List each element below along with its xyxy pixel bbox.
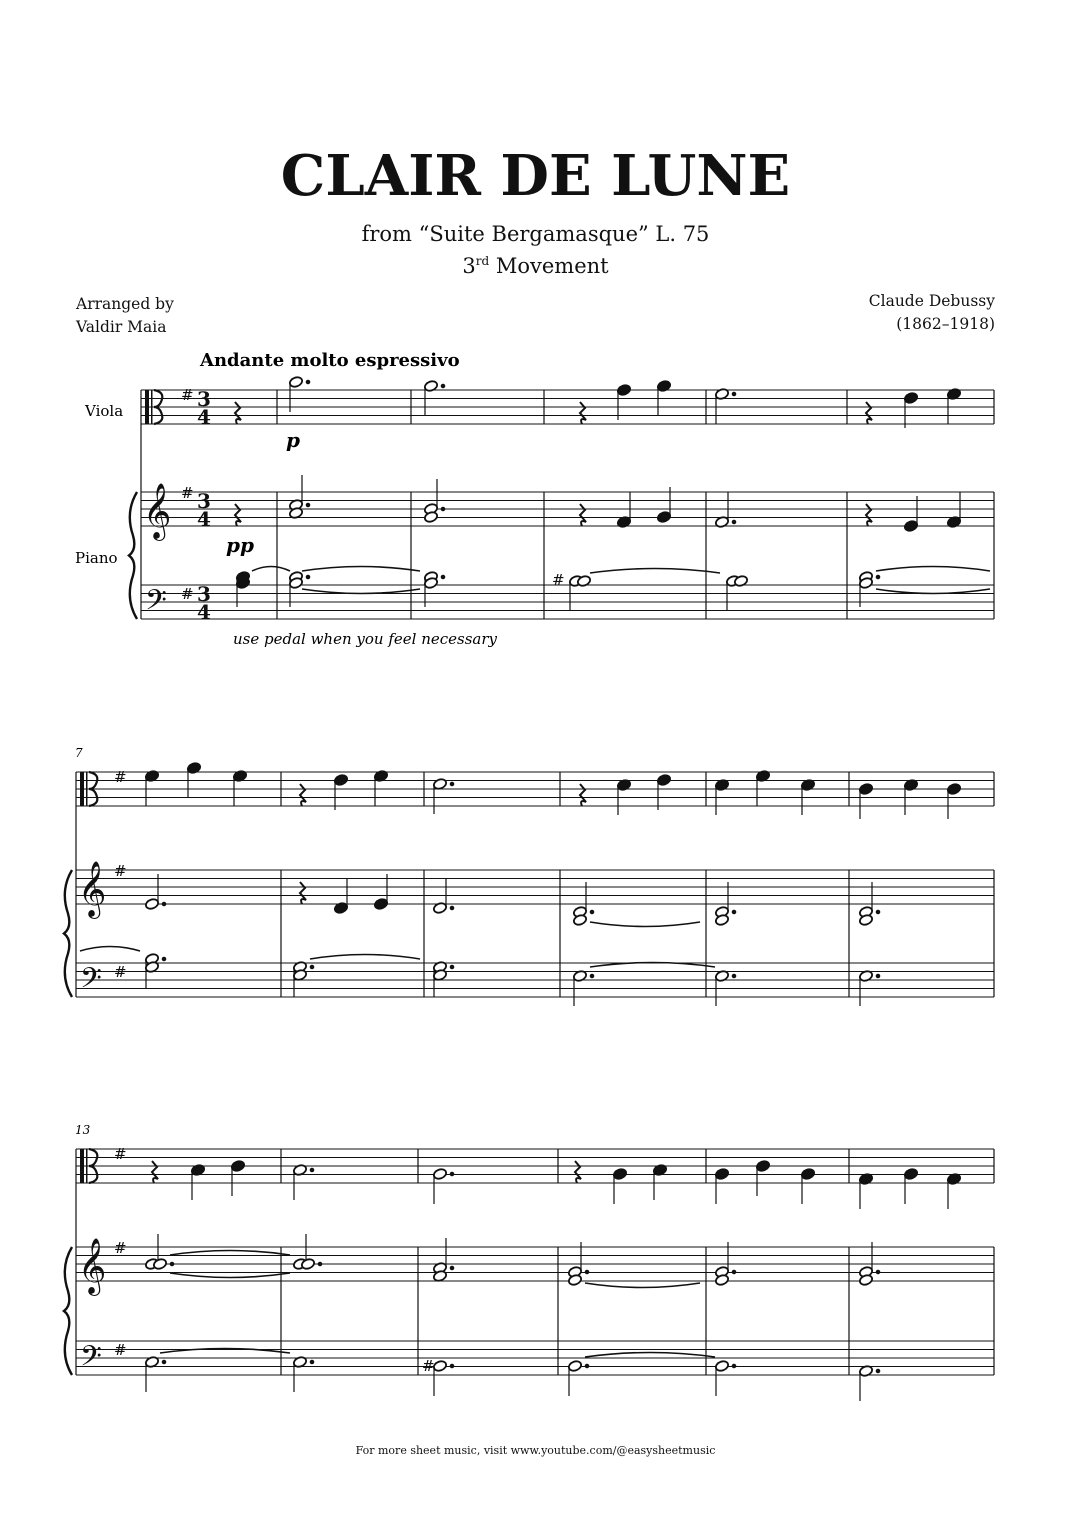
note-head <box>231 1160 246 1173</box>
augmentation-dot <box>450 906 454 910</box>
time-signature-bottom: 4 <box>197 600 211 624</box>
augmentation-dot <box>732 520 736 524</box>
tie <box>590 922 700 927</box>
augmentation-dot <box>441 507 445 511</box>
note-head <box>433 1360 448 1373</box>
quarter-rest <box>575 1161 581 1183</box>
time-signature-top: 3 <box>197 489 211 513</box>
augmentation-dot <box>318 1262 322 1266</box>
augmentation-dot <box>306 380 310 384</box>
augmentation-dot <box>450 1364 454 1368</box>
augmentation-dot <box>732 1270 736 1274</box>
alto-clef <box>86 1149 88 1183</box>
sharp-sign: # <box>114 1341 127 1359</box>
augmentation-dot <box>876 1369 880 1373</box>
augmentation-dot <box>732 392 736 396</box>
arranger-name: Valdir Maia <box>76 318 167 336</box>
tie <box>590 569 720 574</box>
augmentation-dot <box>732 910 736 914</box>
pedal-instruction: use pedal when you feel necessary <box>233 630 498 648</box>
sharp-sign: # <box>422 1357 435 1375</box>
composer-name: Claude Debussy <box>868 292 995 310</box>
augmentation-dot <box>876 974 880 978</box>
treble-clef: 𝄞 <box>78 1238 107 1294</box>
quarter-rest <box>866 504 872 526</box>
augmentation-dot <box>450 965 454 969</box>
alto-clef <box>80 1149 84 1183</box>
measure-number-7: 7 <box>75 746 83 760</box>
note-head <box>289 376 304 389</box>
sharp-sign: # <box>181 585 194 603</box>
piano-dynamic: pp <box>226 533 254 557</box>
augmentation-dot <box>585 1270 589 1274</box>
augmentation-dot <box>310 1168 314 1172</box>
alto-clef <box>86 772 88 806</box>
augmentation-dot <box>310 1360 314 1364</box>
tempo-marking: Andante molto espressivo <box>200 350 460 371</box>
sharp-sign: # <box>114 963 127 981</box>
augmentation-dot <box>585 1364 589 1368</box>
augmentation-dot <box>170 1262 174 1266</box>
augmentation-dot <box>441 575 445 579</box>
augmentation-dot <box>732 1364 736 1368</box>
tie <box>170 1251 290 1256</box>
alto-clef <box>145 390 149 424</box>
time-signature-top: 3 <box>197 582 211 606</box>
page-title: CLAIR DE LUNE <box>280 143 791 209</box>
augmentation-dot <box>306 575 310 579</box>
note-head <box>904 392 919 405</box>
bass-clef: 𝄢 <box>145 584 167 624</box>
note-head <box>715 1360 730 1373</box>
tie <box>310 955 420 960</box>
instrument-label-piano: Piano <box>75 549 118 567</box>
augmentation-dot <box>590 974 594 978</box>
note-head <box>657 511 672 524</box>
note-head <box>334 774 349 787</box>
quarter-rest <box>235 402 241 424</box>
piano-brace <box>64 1247 72 1375</box>
augmentation-dot <box>732 974 736 978</box>
arranger-label: Arranged by <box>76 295 174 313</box>
subtitle: from “Suite Bergamasque” L. 75 <box>361 222 710 246</box>
note-head <box>801 1168 816 1181</box>
tie <box>585 1353 715 1358</box>
note-head <box>568 1360 583 1373</box>
augmentation-dot <box>876 910 880 914</box>
bass-clef: 𝄢 <box>80 962 102 1002</box>
tie <box>876 567 990 572</box>
alto-clef <box>151 390 153 424</box>
bass-clef: 𝄢 <box>80 1340 102 1380</box>
piano-brace <box>129 492 137 619</box>
quarter-rest <box>580 784 586 806</box>
note-head <box>145 898 160 911</box>
quarter-rest <box>300 784 306 806</box>
note-head <box>374 898 389 911</box>
note-head <box>859 783 874 796</box>
alto-clef <box>80 772 84 806</box>
augmentation-dot <box>310 965 314 969</box>
sharp-sign: # <box>552 571 565 589</box>
tie <box>302 567 420 572</box>
viola-dynamic: p <box>286 428 300 452</box>
sharp-sign: # <box>114 768 127 786</box>
composer-dates: (1862–1918) <box>896 315 995 333</box>
augmentation-dot <box>306 503 310 507</box>
time-signature-bottom: 4 <box>197 405 211 429</box>
note-head <box>904 1168 919 1181</box>
quarter-rest <box>152 1161 158 1183</box>
time-signature-top: 3 <box>197 387 211 411</box>
quarter-rest <box>235 504 241 526</box>
augmentation-dot <box>162 1360 166 1364</box>
note-head <box>613 1168 628 1181</box>
tie <box>302 589 420 594</box>
sharp-sign: # <box>181 484 194 502</box>
treble-clef: 𝄞 <box>143 483 172 539</box>
note-head <box>715 1168 730 1181</box>
augmentation-dot <box>590 910 594 914</box>
note-head <box>756 1160 771 1173</box>
augmentation-dot <box>876 1270 880 1274</box>
quarter-rest <box>866 402 872 424</box>
quarter-rest <box>580 402 586 424</box>
footer-note: For more sheet music, visit www.youtube.com/@easysheetmusic <box>355 1444 716 1457</box>
time-signature-bottom: 4 <box>197 507 211 531</box>
instrument-label-viola: Viola <box>85 402 124 420</box>
quarter-rest <box>300 882 306 904</box>
tie <box>876 589 990 594</box>
tie <box>80 947 140 952</box>
note-head <box>433 1168 448 1181</box>
quarter-rest <box>580 504 586 526</box>
augmentation-dot <box>162 957 166 961</box>
treble-clef: 𝄞 <box>78 861 107 917</box>
movement-number: 3 <box>462 254 476 278</box>
sharp-sign: # <box>114 1145 127 1163</box>
tie <box>252 567 290 572</box>
piano-brace <box>64 870 72 997</box>
sharp-sign: # <box>181 386 194 404</box>
augmentation-dot <box>450 1172 454 1176</box>
augmentation-dot <box>441 384 445 388</box>
note-head <box>947 783 962 796</box>
sharp-sign: # <box>114 862 127 880</box>
augmentation-dot <box>450 1266 454 1270</box>
augmentation-dot <box>876 575 880 579</box>
note-head <box>617 384 632 397</box>
note-head <box>433 778 448 791</box>
augmentation-dot <box>450 782 454 786</box>
tie <box>585 1283 700 1288</box>
tie <box>170 1273 290 1278</box>
sharp-sign: # <box>114 1239 127 1257</box>
note-head <box>657 774 672 787</box>
movement-word: Movement <box>495 254 609 278</box>
measure-number-13: 13 <box>75 1123 91 1137</box>
augmentation-dot <box>162 902 166 906</box>
note-head <box>904 520 919 533</box>
movement-suffix: rd <box>475 254 490 268</box>
